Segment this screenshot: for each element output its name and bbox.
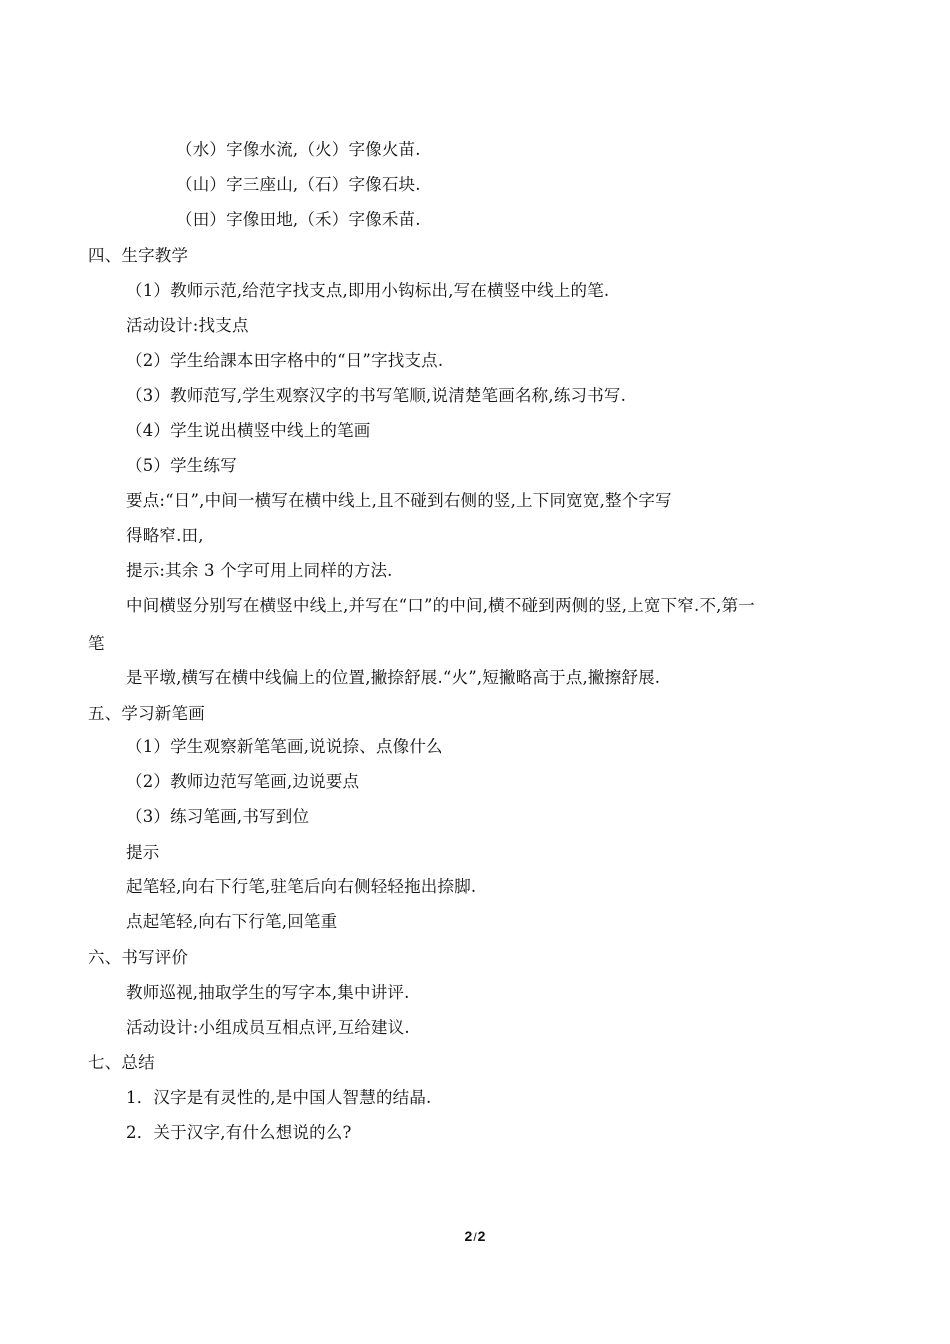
text-line: 活动设计:找支点 [126, 316, 249, 335]
text-line: （1）学生观察新笔笔画,说说捺、点像什么 [126, 737, 443, 756]
page-separator: / [473, 1230, 477, 1244]
text-line: 提示 [126, 843, 160, 862]
text-line: （2）教师边范写笔画,边说要点 [126, 772, 360, 791]
text-line: （4）学生说出横竖中线上的笔画 [126, 421, 371, 440]
text-line: 要点:“日”,中间一横写在横中线上,且不碰到右侧的竖,上下同宽宽,整个字写 [126, 491, 672, 510]
section-heading: 七、总结 [88, 1053, 155, 1072]
text-line: （山）字三座山,（石）字像石块. [176, 175, 421, 194]
text-line: 教师巡视,抽取学生的写字本,集中讲评. [126, 983, 410, 1002]
text-line: 点起笔轻,向右下行笔,回笔重 [126, 912, 338, 931]
text-line: 笔 [88, 634, 105, 653]
text-line: （水）字像水流,（火）字像火苗. [176, 140, 421, 159]
text-line: （3）教师范写,学生观察汉字的书写笔顺,说清楚笔画名称,练习书写. [126, 386, 627, 405]
text-line: 得略窄.田, [126, 526, 204, 545]
text-line: 是平墩,横写在横中线偏上的位置,撇捺舒展.“火”,短撇略高于点,撇擦舒展. [126, 668, 661, 687]
text-line: （2）学生给課本田字格中的“日”字找支点. [126, 351, 444, 370]
text-line: 2．关于汉字,有什么想说的么? [126, 1123, 352, 1142]
text-line: （1）教师示范,给范字找支点,即用小钩标出,写在横竖中线上的笔. [126, 281, 610, 300]
page-number [0, 1226, 950, 1247]
text-line: 提示:其余 3 个字可用上同样的方法. [126, 561, 393, 580]
section-heading: 五、学习新笔画 [88, 704, 205, 723]
text-line: （田）字像田地,（禾）字像禾苗. [176, 210, 421, 229]
text-line: 中间横竖分别写在横竖中线上,并写在“口”的中间,横不碰到两侧的竖,上宽下窄.不,第一 [126, 596, 755, 615]
section-heading: 六、书写评价 [88, 948, 189, 967]
total-pages-number: 2 [477, 1228, 486, 1244]
section-heading: 四、生字教学 [88, 246, 189, 265]
text-line: （5）学生练写 [126, 456, 237, 475]
current-page-number: 2 [464, 1228, 473, 1244]
text-line: 活动设计:小组成员互相点评,互给建议. [126, 1018, 410, 1037]
text-line: （3）练习笔画,书写到位 [126, 807, 310, 826]
text-line: 1．汉字是有灵性的,是中国人智慧的结晶. [126, 1088, 432, 1107]
text-line: 起笔轻,向右下行笔,驻笔后向右侧轻轻拖出捺脚. [126, 877, 477, 896]
